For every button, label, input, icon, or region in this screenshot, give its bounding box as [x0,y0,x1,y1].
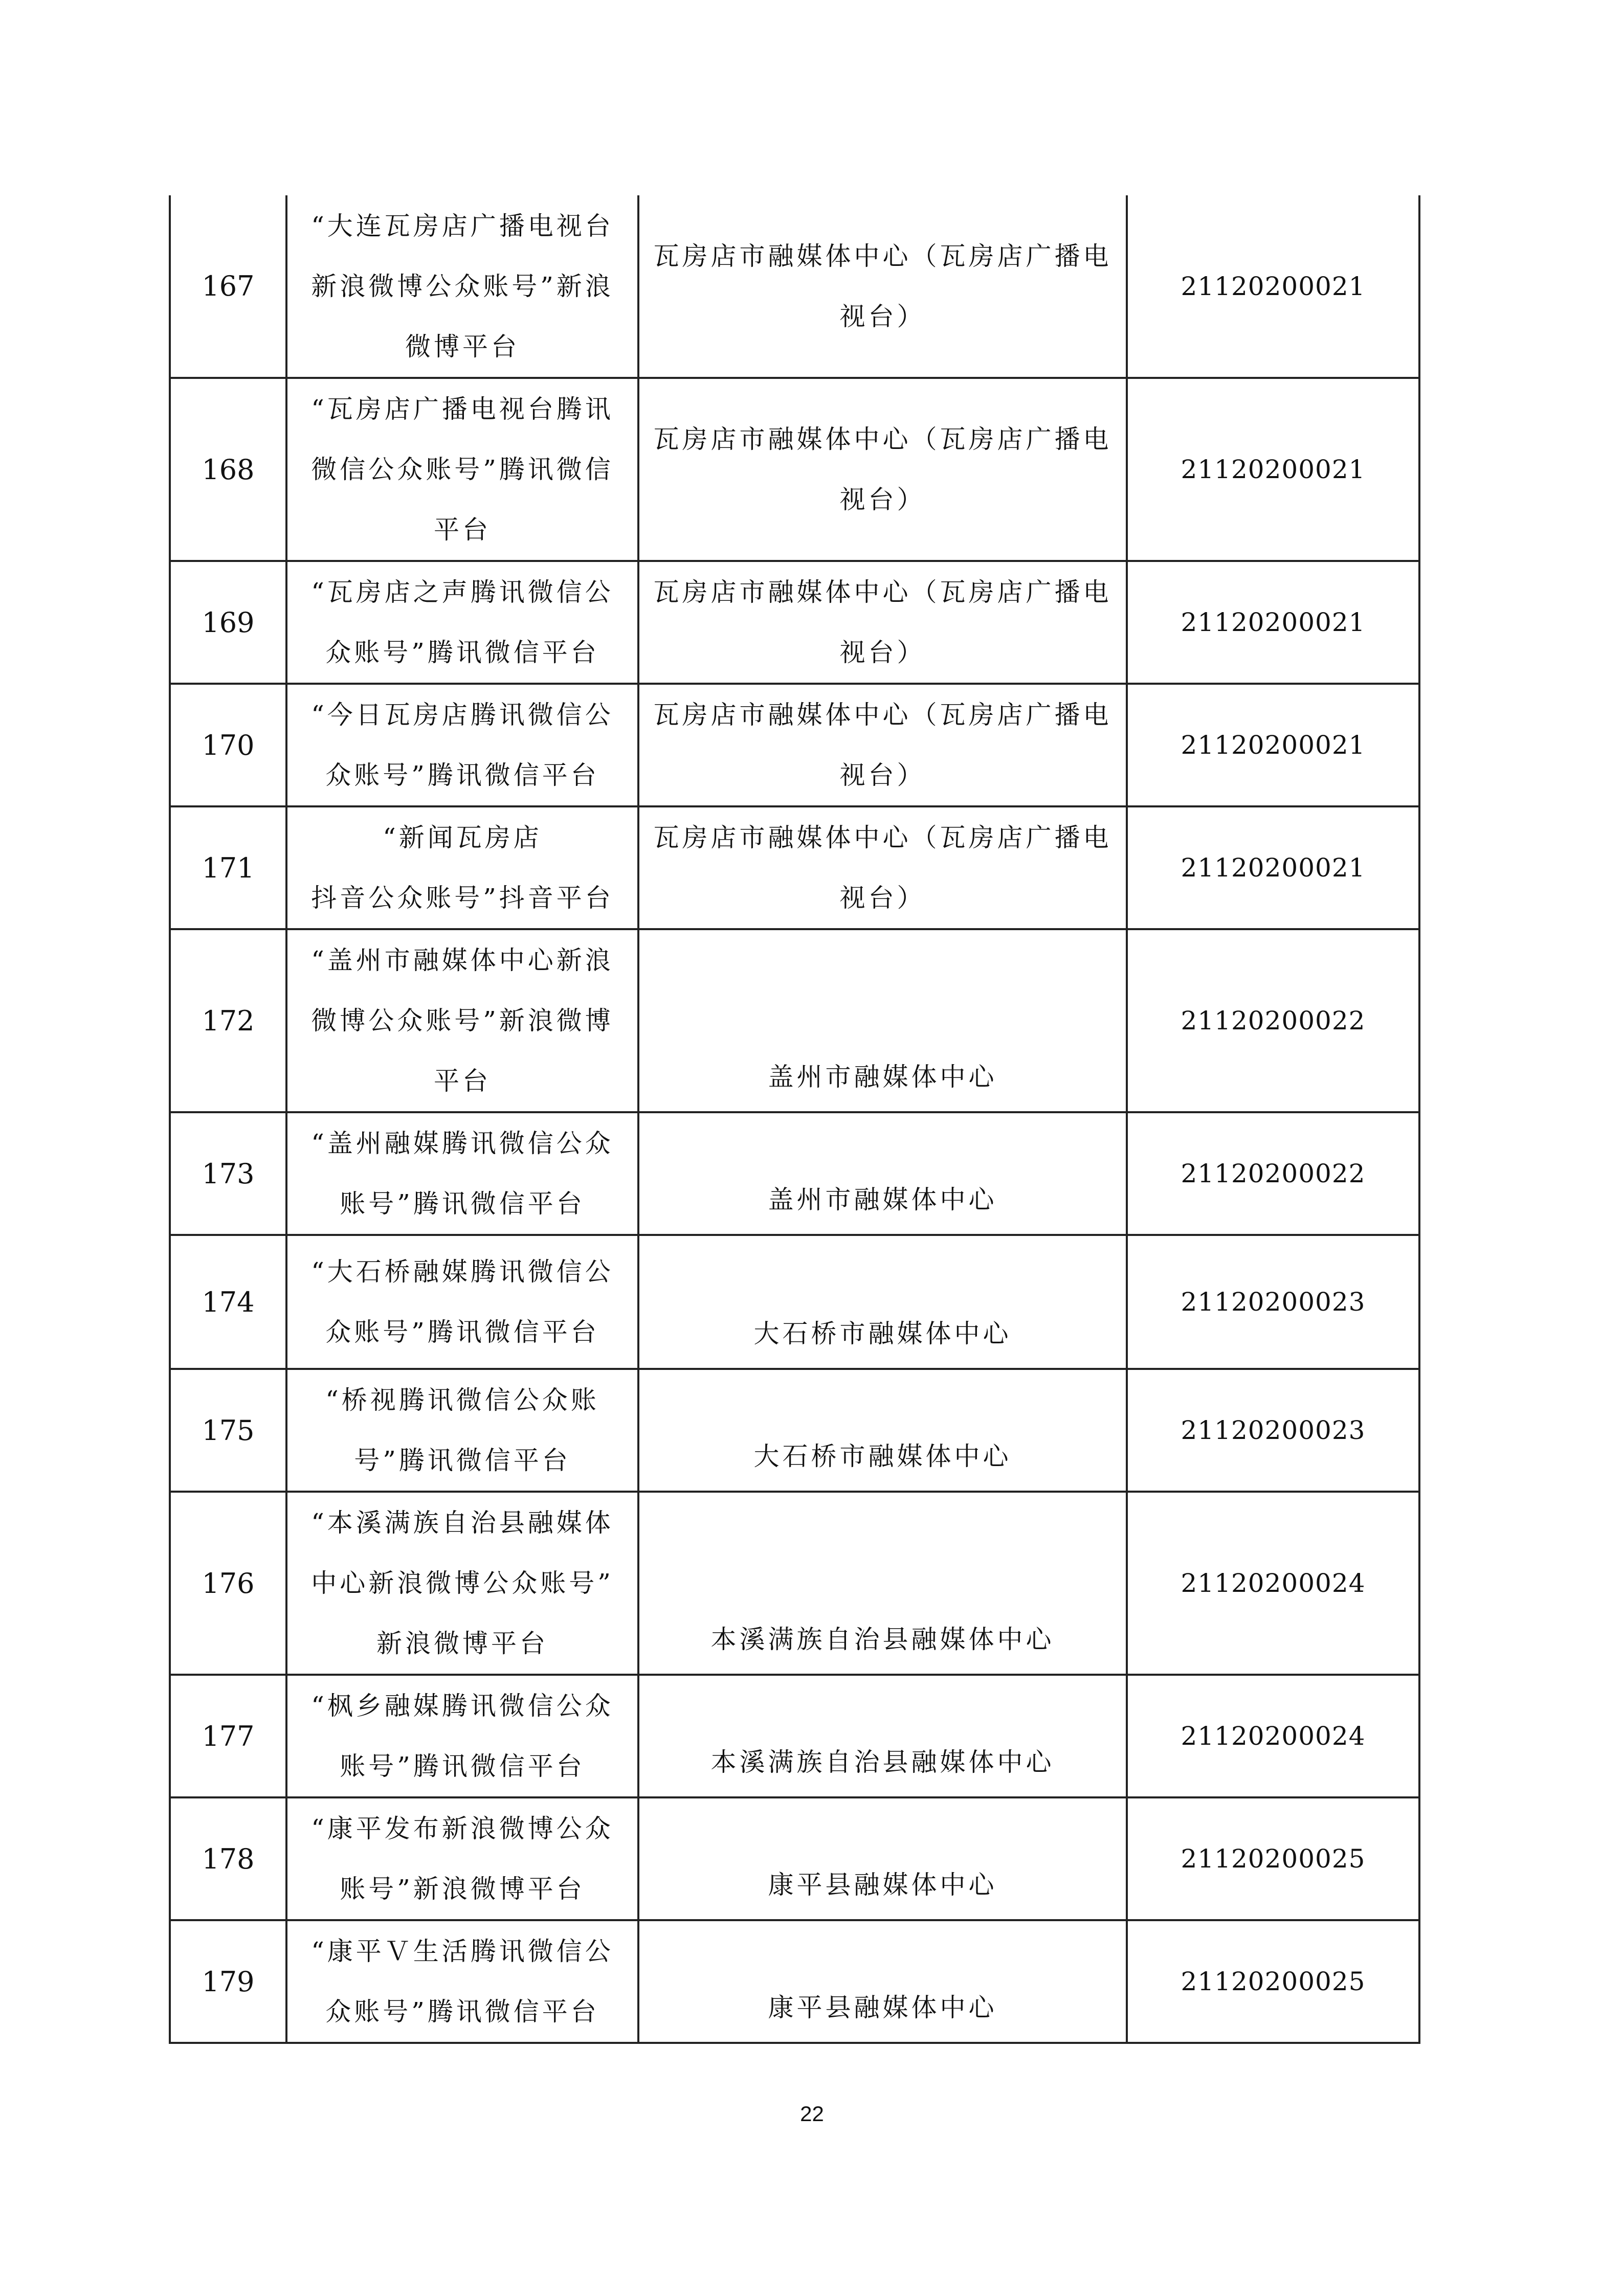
registry-table [169,195,1420,2044]
account-name: “桥视腾讯微信公众账 号”腾讯微信平台 [286,1369,638,1492]
table-row [170,1675,1419,1797]
account-name: “新闻瓦房店 抖音公众账号”抖音平台 [286,806,638,929]
organization: 大石桥市融媒体中心 [638,1369,1127,1492]
row-number: 169 [170,561,286,684]
account-name: “盖州市融媒体中心新浪 微博公众账号”新浪微博 平台 [286,929,638,1112]
organization: 康平县融媒体中心 [638,1797,1127,1920]
row-number: 167 [170,195,286,378]
table-row [170,1369,1419,1492]
account-name: “今日瓦房店腾讯微信公 众账号”腾讯微信平台 [286,684,638,806]
account-name: “瓦房店广播电视台腾讯 微信公众账号”腾讯微信 平台 [286,378,638,561]
row-number: 170 [170,684,286,806]
account-name: “盖州融媒腾讯微信公众 账号”腾讯微信平台 [286,1112,638,1235]
table-row [170,378,1419,561]
registration-code: 21120200024 [1127,1492,1419,1675]
account-name: “大连瓦房店广播电视台 新浪微博公众账号”新浪 微博平台 [286,195,638,378]
row-number: 173 [170,1112,286,1235]
registration-code: 21120200022 [1127,1112,1419,1235]
organization: 康平县融媒体中心 [638,1920,1127,2043]
table-row [170,1492,1419,1675]
registration-code: 21120200021 [1127,561,1419,684]
organization: 本溪满族自治县融媒体中心 [638,1675,1127,1797]
organization: 瓦房店市融媒体中心（瓦房店广播电 视台） [638,806,1127,929]
page-number: 22 [800,2102,824,2126]
row-number: 168 [170,378,286,561]
registration-code: 21120200021 [1127,195,1419,378]
organization: 盖州市融媒体中心 [638,929,1127,1112]
organization: 本溪满族自治县融媒体中心 [638,1492,1127,1675]
table-row [170,1797,1419,1920]
row-number: 176 [170,1492,286,1675]
organization: 大石桥市融媒体中心 [638,1235,1127,1369]
registration-code: 21120200025 [1127,1920,1419,2043]
row-number: 172 [170,929,286,1112]
organization: 瓦房店市融媒体中心（瓦房店广播电 视台） [638,378,1127,561]
registration-code: 21120200023 [1127,1235,1419,1369]
registration-code: 21120200021 [1127,806,1419,929]
table-row [170,1112,1419,1235]
row-number: 177 [170,1675,286,1797]
row-number: 171 [170,806,286,929]
table-row [170,684,1419,806]
row-number: 174 [170,1235,286,1369]
table-row [170,561,1419,684]
registration-code: 21120200025 [1127,1797,1419,1920]
table-row [170,195,1419,378]
table-row [170,1920,1419,2043]
account-name: “康平发布新浪微博公众 账号”新浪微博平台 [286,1797,638,1920]
row-number: 178 [170,1797,286,1920]
registration-code: 21120200021 [1127,378,1419,561]
table-row [170,806,1419,929]
account-name: “康平Ｖ生活腾讯微信公 众账号”腾讯微信平台 [286,1920,638,2043]
organization: 瓦房店市融媒体中心（瓦房店广播电 视台） [638,684,1127,806]
row-number: 175 [170,1369,286,1492]
account-name: “大石桥融媒腾讯微信公 众账号”腾讯微信平台 [286,1235,638,1369]
account-name: “瓦房店之声腾讯微信公 众账号”腾讯微信平台 [286,561,638,684]
row-number: 179 [170,1920,286,2043]
registration-code: 21120200023 [1127,1369,1419,1492]
account-name: “本溪满族自治县融媒体 中心新浪微博公众账号” 新浪微博平台 [286,1492,638,1675]
registration-code: 21120200022 [1127,929,1419,1112]
registration-code: 21120200024 [1127,1675,1419,1797]
registration-code: 21120200021 [1127,684,1419,806]
table-row [170,1235,1419,1369]
organization: 瓦房店市融媒体中心（瓦房店广播电 视台） [638,561,1127,684]
registry-table-body [170,195,1419,2043]
account-name: “枫乡融媒腾讯微信公众 账号”腾讯微信平台 [286,1675,638,1797]
table-row [170,929,1419,1112]
organization: 盖州市融媒体中心 [638,1112,1127,1235]
organization: 瓦房店市融媒体中心（瓦房店广播电 视台） [638,195,1127,378]
